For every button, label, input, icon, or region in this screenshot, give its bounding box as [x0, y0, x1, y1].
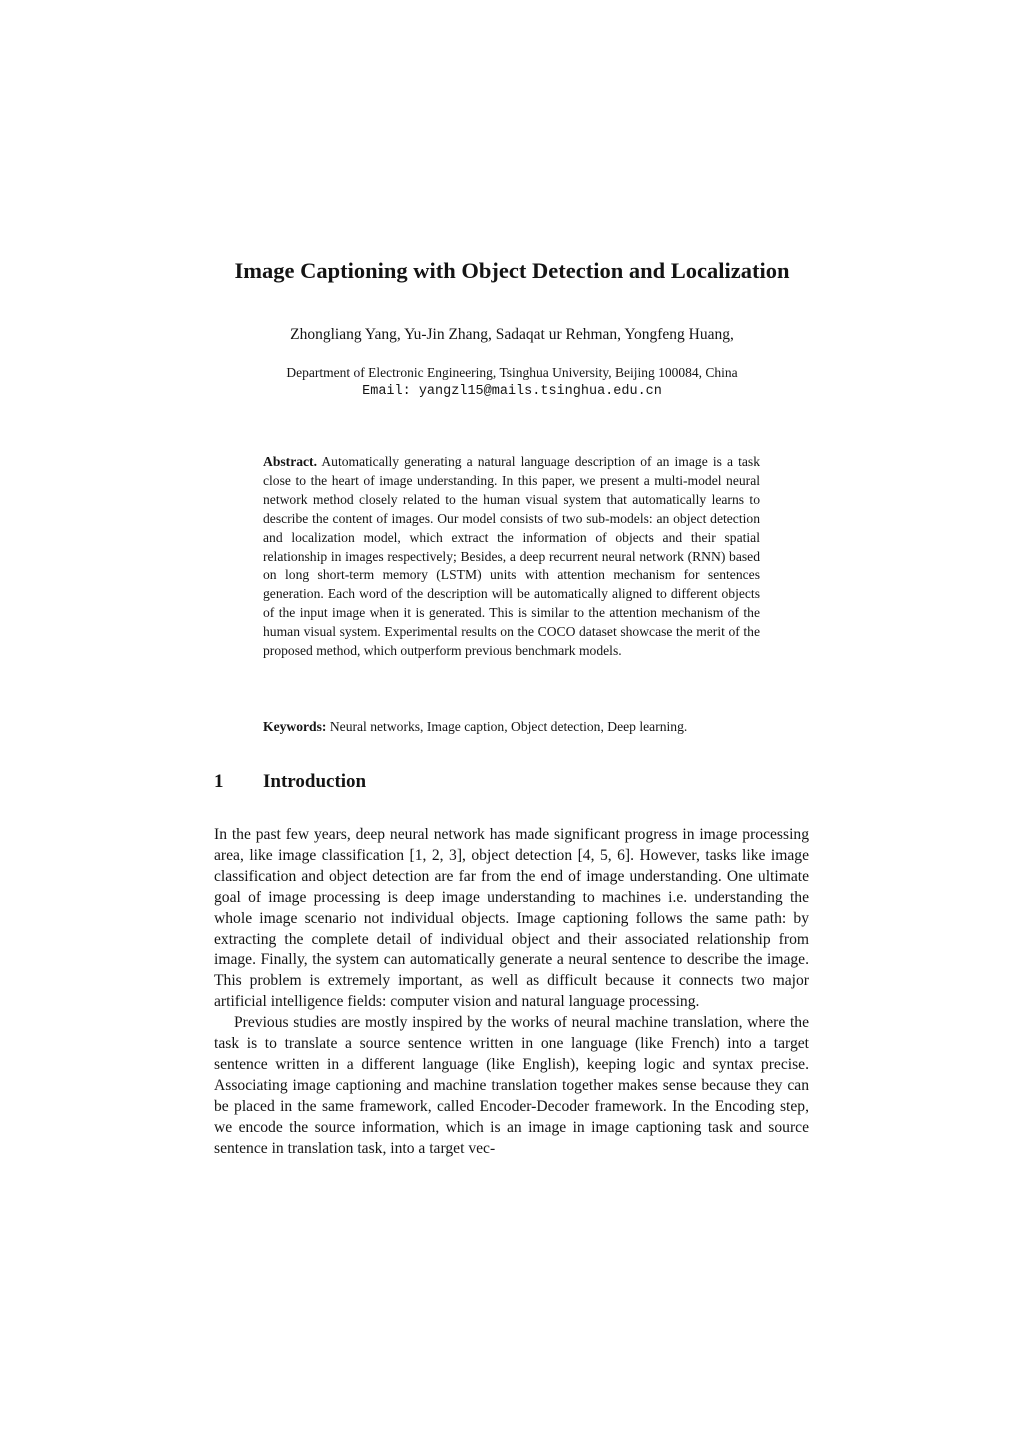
- section-body: [214, 825, 809, 1160]
- section-heading: [214, 769, 366, 795]
- paragraph: In the past few years, deep neural network has made significant progress in image processing area, like image classification [1, 2, 3], object detection [4, 5, 6]. However, tasks like image classification and object detection are far from the end of image understanding. One ultimate goal of image processing is deep image understanding to machines i.e. understanding the whole image scenario not individual objects. Image captioning follows the same path: by extracting the complete detail of individual object and their associated relationship from image. Finally, the system can automatically generate a neural sentence to describe the image. This problem is extremely important, as well as difficult because it connects two major artificial intelligence fields: computer vision and natural language processing.: [214, 826, 809, 1011]
- author-list: Zhongliang Yang, Yu-Jin Zhang, Sadaqat ur Rehman, Yongfeng Huang,: [290, 326, 734, 343]
- keywords-label: Keywords:: [263, 719, 327, 734]
- keywords-text: Neural networks, Image caption, Object detection, Deep learning.: [329, 719, 688, 734]
- affiliation: Department of Electronic Engineering, Tsinghua University, Beijing 100084, China: [286, 365, 738, 380]
- abstract-text: Automatically generating a natural language description of an image is a task close to the heart of image understanding. In this paper, we present a multi-model neural network method closely related to the human visual system that automatically learns to describe the content of images. Our model consists of two sub-models: an object detection and localization model, which extract the information of objects and their spatial relationship in images respectively; Besides, a deep recurrent neural network (RNN) based on long short-term memory (LSTM) units with attention mechanism for sentences generation. Each word of the description will be automatically aligned to different objects of the input image when it is generated. This is similar to the attention mechanism of the human visual system. Experimental results on the COCO dataset showcase the merit of the proposed method, which outperform previous benchmark models.: [263, 454, 760, 659]
- paragraph: Previous studies are mostly inspired by the works of neural machine translation, where the task is to translate a source sentence written in one language (like French) into a target sentence written in a different language (like English), keeping logic and syntax precise. Associating image captioning and machine translation together makes sense because they can be placed in the same framework, called Encoder-Decoder framework. In the Encoding step, we encode the source information, which is an image in image captioning task and source sentence in translation task, into a target vec-: [214, 1014, 809, 1157]
- section-number: 1: [214, 771, 224, 792]
- author-email: Email: yangzl15@mails.tsinghua.edu.cn: [362, 384, 662, 399]
- abstract: [263, 453, 760, 661]
- abstract-label: Abstract.: [263, 454, 317, 469]
- paper-title: Image Captioning with Object Detection and Localization: [234, 258, 790, 283]
- section-title: Introduction: [263, 771, 367, 792]
- keywords: [263, 717, 760, 736]
